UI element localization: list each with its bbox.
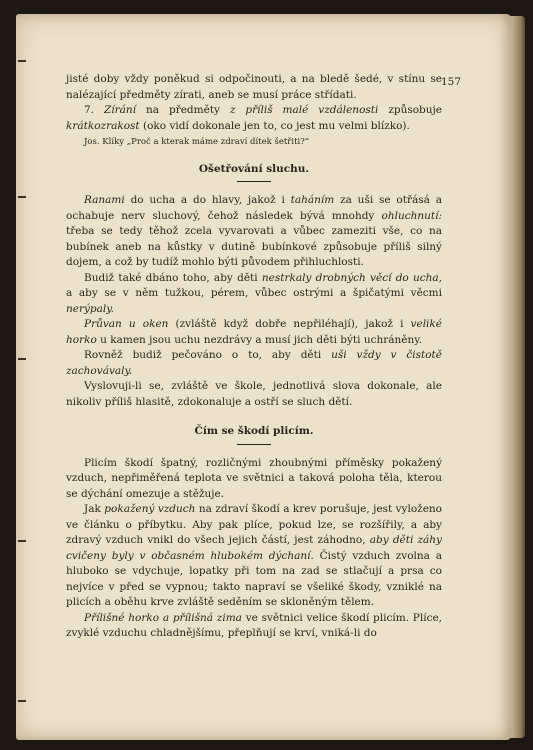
text-run: u kamen jsou uchu nezdrávy a musí jich děti býti uchráněny. bbox=[100, 333, 423, 346]
intro-paragraph: jisté doby vždy poněkud si odpočinouti, a na bledě šedé, v stínu se nalézající předměty zírati, aneb se musí práce střídati. bbox=[66, 73, 442, 101]
text-run: (zvláště když dobře nepřiléhají), jakož i bbox=[175, 318, 404, 330]
emphasis: uši vždy v čistotě zachovávaly. bbox=[66, 349, 442, 377]
binding-mark bbox=[18, 358, 26, 360]
paragraph bbox=[66, 502, 442, 611]
text-run: na předměty bbox=[146, 104, 220, 116]
page-number: 157 bbox=[440, 76, 461, 88]
binding-mark bbox=[18, 60, 26, 62]
text-run: a aby se v něm tužkou, pérem, vůbec ostrými a špičatými věcmi bbox=[66, 287, 442, 299]
section-heading-hearing: Ošetřování sluchu. bbox=[198, 162, 310, 175]
binding-mark bbox=[18, 196, 26, 198]
page-text bbox=[66, 72, 442, 642]
text-run: Čistý vzduch zvolna a hluboko se vdychuje, lopatky při tom na zad se stlačují a prsa co nejvíce v před se vypnou; takto napraví se všeliké škody, vzniklé na plicích a oběhu krve zvláště seděním se skloněným tělem. bbox=[66, 549, 442, 608]
text-run: na zdraví škodí a krev porušuje, jest vyloženo ve článku o příbytku. Aby pak plíce, pokud lze, se rozšířily, a aby zdravý vzduch vnikl do všech jejich částí, jest záhodno, bbox=[66, 503, 442, 546]
paragraph: Vyslovuji-li se, zvláště ve škole, jednotlivá slova dokonale, ale nikoliv příliš hlasitě, zdokonaluje a ostří se sluch dětí. bbox=[66, 380, 442, 408]
text-run: do ucha a do hlavy, jakož i bbox=[130, 194, 285, 206]
text-run: způsobuje bbox=[388, 104, 442, 116]
emphasis: nerýpaly. bbox=[66, 302, 115, 315]
text-run: za uši se otřásá a ochabuje nerv sluchový, čehož následek bývá mnohdy bbox=[66, 194, 442, 222]
paragraph bbox=[66, 193, 442, 271]
text-run: třeba se tedy těhož zcela vyvarovati a vůbec zameziti vše, co na bubínek aneb na kůstky v dutině bubínkové způsobuje příliš silný dojem, a což by tudíž mohlo býti původem přihluchlosti. bbox=[66, 225, 442, 268]
emphasis: Zírání bbox=[103, 104, 137, 116]
emphasis: z příliš malé vzdálenosti bbox=[229, 104, 379, 116]
paragraph bbox=[66, 348, 442, 379]
emphasis: Přílišné horko a přílišná zima bbox=[84, 611, 242, 624]
emphasis: Ranami bbox=[84, 194, 125, 206]
emphasis: taháním bbox=[290, 194, 335, 206]
text-run: Rovněž budiž pečováno o to, aby děti bbox=[84, 349, 322, 361]
item-number: 7. bbox=[84, 104, 95, 116]
paragraph bbox=[66, 317, 442, 348]
binding-mark bbox=[18, 540, 26, 542]
section-heading-lungs: Čím se škodí plicím. bbox=[194, 425, 314, 437]
emphasis: veliké horko bbox=[66, 318, 442, 346]
paragraph: Plicím škodí špatný, rozličnými zhoubnými příměsky pokažený vzduch, nepřiměřená teplota ve světnici a taková poloha těla, kterou se dýchání omezuje a stěžuje. bbox=[66, 456, 442, 500]
text-run: Budiž také dbáno toho, aby děti bbox=[84, 271, 258, 284]
emphasis: pokažený vzduch bbox=[104, 503, 196, 515]
paragraph bbox=[66, 611, 442, 642]
emphasis: krátkozrakost bbox=[66, 119, 140, 132]
text-run: (oko vidí dokonale jen to, co jest mu velmi blízko). bbox=[143, 119, 410, 132]
emphasis: nestrkaly drobných věcí do ucha, bbox=[261, 271, 442, 284]
binding-mark bbox=[18, 700, 26, 702]
item-7-paragraph bbox=[66, 103, 442, 134]
text-run: ve světnici velice škodí plicím. Plíce, zvyklé vzduchu chladnějšímu, přeplňují se krví, vniká-li do bbox=[66, 611, 442, 639]
emphasis: ohluchnutí: bbox=[381, 209, 442, 222]
page-edge bbox=[511, 16, 525, 738]
text-run: Jak bbox=[84, 503, 101, 515]
reference-note: Jos. Klíky „Proč a kterak máme zdraví dítek šetřiti?“ bbox=[84, 137, 310, 147]
emphasis: aby děti záhy cvičeny byly v občasném hlubokém dýchaní. bbox=[66, 534, 442, 562]
paragraph bbox=[66, 271, 442, 318]
emphasis: Průvan u oken bbox=[84, 318, 169, 330]
